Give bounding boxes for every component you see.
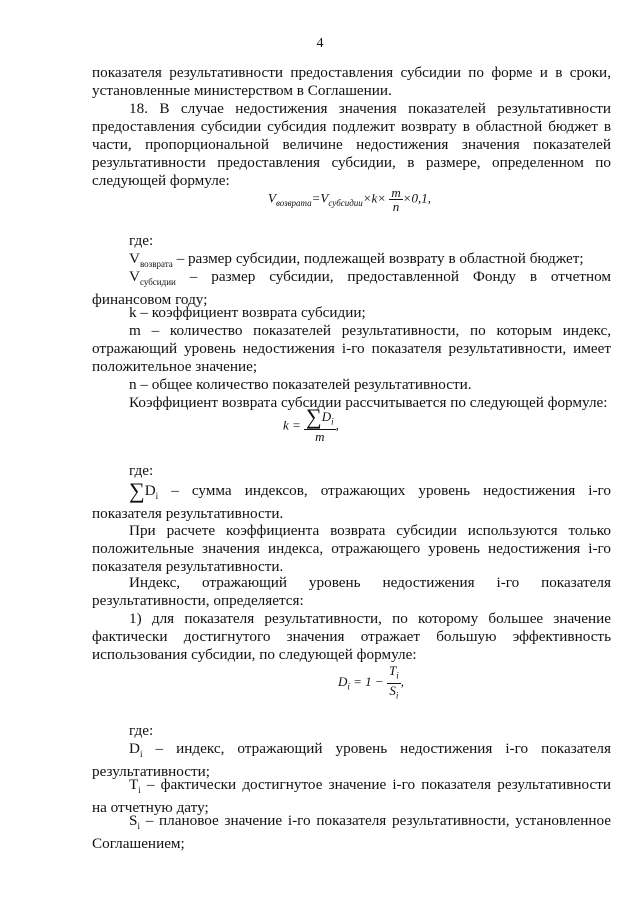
f3-denominator [387, 684, 401, 703]
v-vozvrata-text: – размер субсидии, подлежащей возврату в областной бюджет; [172, 250, 584, 267]
f3-den-s: S [389, 682, 396, 698]
paragraph-pri-raschete: При расчете коэффициента возврата субсидии используются только положительные значения индекса, отражающего уровень недостижения i-го показателя результативности. [92, 522, 611, 575]
f3-num-sub: i [396, 670, 399, 681]
f3-den-sub: i [395, 690, 399, 701]
v-sub-subsidii: субсидии [139, 277, 176, 288]
gde-3: где: [129, 722, 154, 739]
def-k: k – коэффициент возврата субсидии; [129, 304, 366, 321]
ti-sub: i [138, 785, 141, 796]
f3-eq: = 1 − [349, 674, 384, 690]
f2-left: k = [283, 417, 301, 433]
v-symbol: V [129, 250, 140, 267]
def-n: n – общее количество показателей результативности. [129, 376, 472, 393]
si-s: S [129, 812, 138, 829]
f1-left-sub: возврата [275, 198, 312, 209]
ti-text: – фактически достигнутое значение i-го показателя результативности на отчетную дату; [92, 776, 611, 817]
f2-num-sub: i [331, 416, 334, 427]
def-sum-di [92, 478, 611, 523]
v-subsidii-text: – размер субсидии, предоставленной Фонду в отчетном финансовом году; [92, 268, 611, 309]
def-ti [92, 776, 611, 817]
di-sub: i [139, 749, 143, 760]
sigma-icon: ∑ [306, 404, 322, 429]
f1-numerator: m [391, 185, 401, 200]
f1-tail: ×0,1, [402, 190, 432, 206]
gde-1: где: [129, 232, 154, 249]
f3-left: D [338, 674, 348, 690]
ti-t: T [129, 776, 139, 793]
f1-fraction [389, 186, 402, 213]
paragraph-continuation: показателя результативности предоставления субсидии по форме и в сроки, установленные министерством в Соглашении. [92, 64, 611, 99]
f2-denominator: m [315, 428, 325, 444]
f2-num-d: D [321, 409, 332, 424]
f3-left-sub: i [347, 681, 350, 692]
item-1: 1) для показателя результативности, по которому большее значение фактически достигнутого значения отражает большую эффективность использования субсидии, по следующей формуле: [92, 610, 611, 663]
sigma-icon-2: ∑ [129, 478, 145, 503]
f1-eq: =V [311, 190, 329, 206]
v-sub-vozvrata: возврата [139, 259, 173, 270]
f2-numerator [304, 404, 336, 430]
si-text: – плановое значение i-го показателя результативности, установленное Соглашением; [92, 812, 611, 853]
v-symbol-2: V [129, 268, 140, 285]
def-di [92, 740, 611, 781]
f2-fraction [304, 404, 336, 444]
k-formula-intro: Коэффициент возврата субсидии рассчитывается по следующей формуле: [129, 394, 608, 411]
si-sub: i [137, 821, 140, 832]
f3-numerator [387, 664, 401, 684]
def-m: m – количество показателей результативности, по которым индекс, отражающий уровень недостижения i-го показателя результативности, имеет положительное значение; [92, 322, 611, 375]
gde-2: где: [129, 462, 154, 479]
formula-di [338, 664, 404, 702]
def-si [92, 812, 611, 853]
f1-mid: ×k× [362, 190, 387, 206]
f3-num-t: T [388, 663, 397, 678]
di-text: – индекс, отражающий уровень недостижения i-го показателя результативности; [92, 740, 611, 781]
f1-denominator: n [392, 199, 400, 214]
sum-d-sub: i [155, 491, 159, 502]
f3-fraction [387, 664, 401, 702]
f1-left: V [268, 190, 276, 206]
di-d: D [129, 740, 140, 757]
paragraph-indeks: Индекс, отражающий уровень недостижения i-го показателя результативности, определяется: [92, 574, 611, 609]
formula-k [283, 404, 339, 444]
formula-return-amount [268, 186, 431, 213]
f1-sub2: субсидии [328, 198, 363, 209]
def-v-subsidii [92, 268, 611, 309]
page-number: 4 [316, 36, 324, 51]
sum-d: D [144, 482, 156, 499]
sum-text: – сумма индексов, отражающих уровень недостижения i-го показателя результативности. [92, 482, 611, 523]
f3-tail: , [400, 674, 404, 690]
paragraph-18: 18. В случае недостижения значения показателей результативности предоставления субсидии субсидия подлежит возврату в областной бюджет в части, пропорциональной величине недостижения значения показателей результативности предоставления субсидии, в размере, определенном по следующей формуле: [92, 100, 611, 189]
f2-tail: , [335, 417, 339, 433]
